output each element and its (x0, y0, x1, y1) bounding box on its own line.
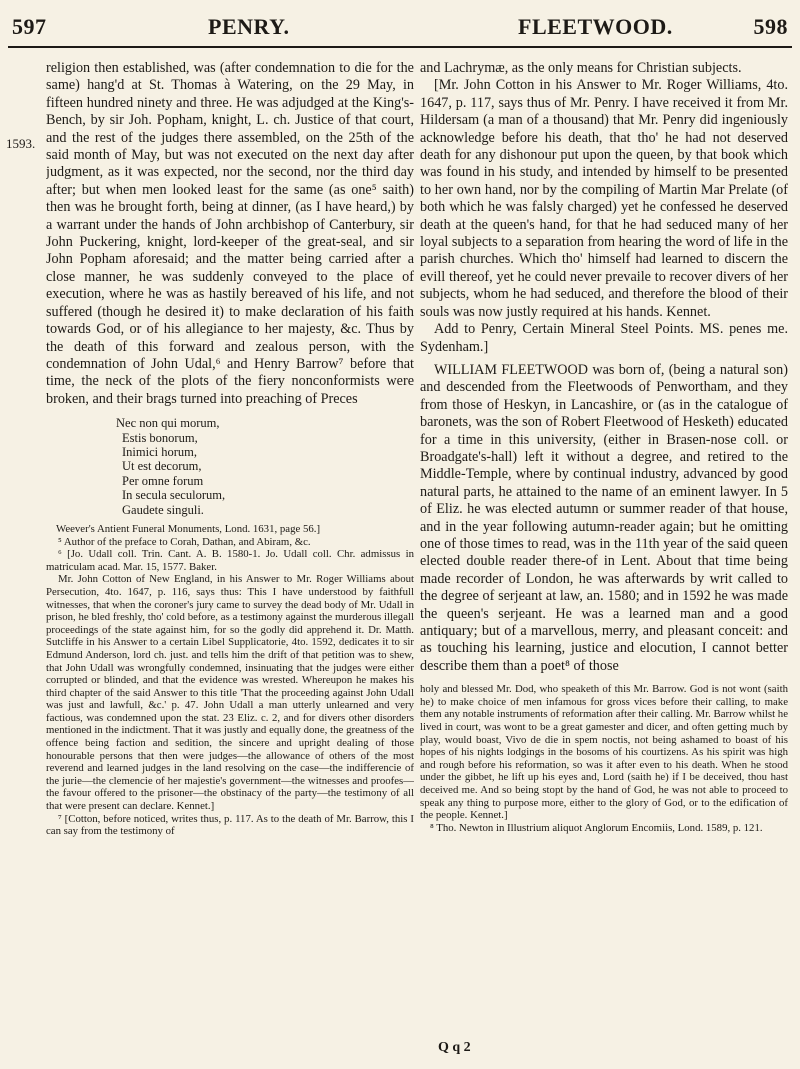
footnote-8: ⁸ Tho. Newton in Illustrium aliquot Anglorum Encomiis, Lond. 1589, p. 121. (430, 821, 763, 834)
running-title-right: FLEETWOOD. (518, 14, 673, 39)
footnote-cotton: Mr. John Cotton of New England, in his Answer to Mr. Roger Williams about Persecution, 4to. 1647, p. 116, says thus: This I have understood by faithfull witnesses, that when the coroner's jury came to survey the dead body of Mr. Udall in prison, he bled freshly, tho' cold before, as a testimony against the murderous illegall proceedings of the state against him, for so the godly did apprehend it. Dr. Matth. Sutcliffe in his Answer to a certain Libel Supplicatorie, 4to. 1592, dedicates it to sir Edmund Anderson, lord ch. just. and tells him the drift of that petition was to shew, that John Udall was wrongfully condemned, insinuating that the judges were either corrupted or blinded, and that the evidence was wrested. Whereupon he makes his third chapter of the said Answer to this title 'That the proceeding against John Udall was just and lawfull, &c.' p. 47. John Udall a man utterly unlearned and very factious, was condemned upon the stat. 23 Eliz. c. 2, and for divers other disorders mentioned in the indictment. That it was justly and equally done, the greatness of the offence being faction and sedition, the sincere and upright dealing of those honourable persons that then were judges—the allowance of others of the most reverend and learned judges in the land resolving on the case—the indifferencie of the jurie—the clemencie of her majestie's government—the witnesses and proofes—the favour offered to the prisoner—the obstinacy of the party—the testimony of all that were present can declare. Kennet.] (46, 573, 414, 813)
right-body-paragraph: Add to Penry, Certain Mineral Steel Points. MS. penes me. Sydenham.] (420, 321, 788, 355)
verse-line: In secula seculorum, (122, 488, 226, 503)
margin-year: 1593. (6, 136, 36, 151)
footnote-continuation: holy and blessed Mr. Dod, who speaketh of this Mr. Barrow. God is not wont (saith he) to make choice of men infamous for gross vices before their calling, to make them any notable instruments of reformation after their calling. Mr. Barrow whilst he lived in court, was wont to be a great gamester and dicer, and often getting much by play, would boast, Vivo de die in spem noctis, not being ashamed to boast of his hopes of his nights lodgings in the bosoms of his courtizens. As his spirit was high and rough before his reformation, so was it after even to his death. When he stood under the gibbet, he lift up his eyes and, Lord (saith he) if I be deceived, thou hast deceived me. And so being stopt by the hand of God, he was not able to proceed to speak any thing to purpose more, either to the glory of God, or to the edification of the people. Kennet.] (420, 683, 788, 822)
running-header (8, 10, 792, 50)
left-body-paragraph: religion then established, was (after condemnation to die for the same) hang'd at St. Thomas à Watering, on the 29 May, in fifteen hundred ninety and three. He was adjudged at the King's-Bench, by sir Joh. Popham, knight, L. ch. Justice of that court, and the rest of the judges there assembled, on the 25th of the said month of May, but was not executed on the next day after judgment, as it was expected, nor the second, nor the third day after; but when men looked least for the same (as one⁵ saith) then was he brought forth, being at dinner, (as I have heard,) by a warrant under the hands of John archbishop of Canterbury, sir John Puckering, knight, lord-keeper of the great-seal, and sir John Popham aforesaid; and the matter being carried after a close manner, he was suddenly conveyed to the place of execution, where he was as hastily bereaved of his life, and not suffered (though he desired it) to make declaration of his faith towards God, or of his allegiance to her majesty, &c. Thus by the death of this forward and zealous person, with the condemnation of John Udal,⁶ and Henry Barrow⁷ before that time, the neck of the plots of the fiery nonconformists were broken, and their brags turned into preaching of Preces (46, 60, 414, 407)
footnote-6: ⁶ [Jo. Udall coll. Trin. Cant. A. B. 1580-1. Jo. Udall coll. Chr. admissus in matriculam acad. Mar. 15, 1577. Baker. (46, 548, 414, 573)
verse-line: Inimici horum, (122, 444, 197, 459)
right-body-paragraph: [Mr. John Cotton in his Answer to Mr. Roger Williams, 4to. 1647, p. 117, says thus of Mr. Penry. I have received it from Mr. Hildersam (a man of a thousand) that Mr. Penry did ingeniously acknowledge before his death, that tho' he had not deserved death for any dishonour put upon the queen, by that book which was found in his study, and intended by himself to be presented to her own hand, nor by the compiling of Martin Mar Prelate (of both which he was falsly charged) yet he confessed he deserved death at the queen's hand, for that he had seduced many of her loyal subjects to a separation from hearing the word of life in the parish churches. Which tho' himself had learned to discern the evill thereof, yet he could never prevaile to recover divers of her subjects, whom he had seduced, and therefore the blood of their souls was now justly required at his hands. Kennet. (420, 77, 788, 320)
verse-line: Per omne forum (122, 473, 204, 488)
left-column (46, 60, 414, 1049)
footnote-5: ⁵ Author of the preface to Corah, Dathan, and Abiram, &c. (58, 535, 311, 548)
right-body-paragraph: and Lachrymæ, as the only means for Christian subjects. (420, 60, 742, 76)
right-column (420, 60, 788, 1049)
page-number-right: 598 (753, 14, 788, 39)
verse-line: Ut est decorum, (122, 459, 202, 474)
header-rule (8, 46, 792, 48)
signature-mark: Q q 2 (438, 1040, 471, 1055)
footnote-weever: Weever's Antient Funeral Monuments, Lond. 1631, page 56.] (56, 522, 321, 535)
fleetwood-entry: WILLIAM FLEETWOOD was born of, (being a natural son) and descended from the Fleetwoods of Penwortham, and they from those of Heskyn, in Lancashire, or (as in the catalogue of baronets, was the son of Robert Fleetwood of Hesketh) educated for a time in this university, (either in Brasen-nose coll. or Broadgate's-hall) left it without a degree, and retired to the Middle-Temple, where by continual industry, advanced by good natural parts, he attained to the name of an eminent lawyer. In 5 of Eliz. he was elected autumn or summer reader of that house, and in the year following autumn-reader again; but he omitting one of those times to read, was in the 11th year of the said queen elected double reader there-of in Lent. About that time being made recorder of London, he was afterwards by writ called to the degree of serjeant at law, an. 1580; and in 1592 he was made the queen's serjeant. He was a learned man and a good antiquary; but of a marvellous, merry, and pleasant conceit: and as touching his learning, justice and elocution, I cannot better describe them than a poet⁸ of those (420, 361, 788, 674)
verse-line: Nec non qui morum, (116, 416, 220, 431)
verse-line: Gaudete singuli. (122, 502, 204, 517)
running-title-left: PENRY. (208, 14, 290, 39)
latin-verse (116, 416, 414, 517)
footnote-7: ⁷ [Cotton, before noticed, writes thus, p. 117. As to the death of Mr. Barrow, this I can say from the testimony of (46, 812, 414, 838)
page-number-left: 597 (12, 14, 47, 39)
verse-line: Estis bonorum, (122, 430, 198, 445)
